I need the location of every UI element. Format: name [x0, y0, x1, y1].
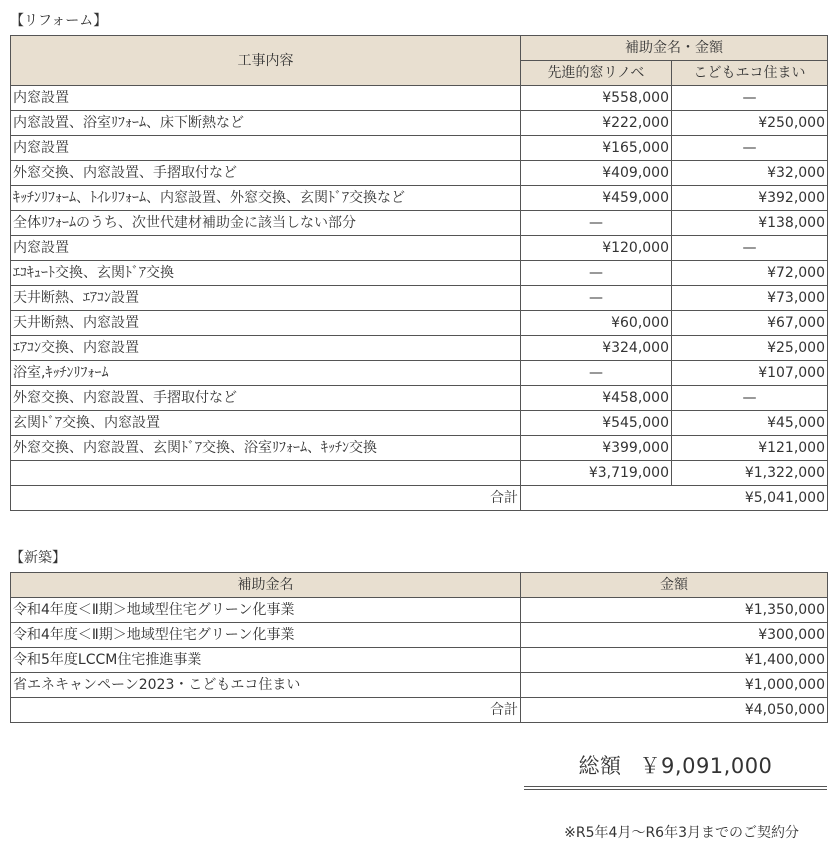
reform-row [11, 436, 828, 461]
amount-kodomo-eco: — [672, 236, 828, 261]
amount-header: 金額 [521, 573, 828, 598]
reform-row [11, 211, 828, 236]
reform-row [11, 186, 828, 211]
newbuild-row [11, 623, 828, 648]
reform-section-title: 【リフォーム】 [10, 13, 108, 29]
reform-subtotal-row [11, 461, 828, 486]
subsidy-name: 令和4年度＜Ⅱ期＞地域型住宅グリーン化事業 [11, 623, 521, 648]
grand-total [524, 752, 827, 790]
work-description: ｴｱｺﾝ交換、内窓設置 [11, 336, 521, 361]
amount-kodomo-eco: ¥107,000 [672, 361, 828, 386]
name-header: 補助金名 [11, 573, 521, 598]
subsidy-amount: ¥1,400,000 [521, 648, 828, 673]
subsidy-name: 令和5年度LCCM住宅推進事業 [11, 648, 521, 673]
work-description: ｴｺｷｭｰﾄ交換、玄関ﾄﾞｱ交換 [11, 261, 521, 286]
amount-madoreno: ¥165,000 [521, 136, 672, 161]
contract-period-note: ※R5年4月～R6年3月までのご契約分 [564, 825, 799, 841]
amount-kodomo-eco: — [672, 136, 828, 161]
reform-row [11, 336, 828, 361]
work-description: 内窓設置、浴室ﾘﾌｫｰﾑ、床下断熱など [11, 111, 521, 136]
work-description: 玄関ﾄﾞｱ交換、内窓設置 [11, 411, 521, 436]
work-description: 外窓交換、内窓設置、玄関ﾄﾞｱ交換、浴室ﾘﾌｫｰﾑ、ｷｯﾁﾝ交換 [11, 436, 521, 461]
reform-row [11, 161, 828, 186]
amount-madoreno: — [521, 261, 672, 286]
grand-total-amount: ￥9,091,000 [639, 754, 773, 778]
subsidy-amount: ¥300,000 [521, 623, 828, 648]
newbuild-row [11, 648, 828, 673]
newbuild-total-label: 合計 [11, 698, 521, 723]
amount-madoreno: ¥459,000 [521, 186, 672, 211]
col-b-header: こどもエコ住まい [672, 61, 828, 86]
work-description: 天井断熱、内窓設置 [11, 311, 521, 336]
amount-madoreno: ¥558,000 [521, 86, 672, 111]
reform-row [11, 111, 828, 136]
subsidy-name: 省エネキャンペーン2023・こどもエコ住まい [11, 673, 521, 698]
amount-kodomo-eco: ¥392,000 [672, 186, 828, 211]
work-description: 外窓交換、内窓設置、手摺取付など [11, 161, 521, 186]
amount-kodomo-eco: ¥32,000 [672, 161, 828, 186]
work-description: 内窓設置 [11, 86, 521, 111]
reform-row [11, 361, 828, 386]
work-header: 工事内容 [11, 36, 521, 86]
newbuild-row [11, 673, 828, 698]
reform-row [11, 136, 828, 161]
reform-row [11, 286, 828, 311]
subsidy-name: 令和4年度＜Ⅱ期＞地域型住宅グリーン化事業 [11, 598, 521, 623]
amount-kodomo-eco: ¥45,000 [672, 411, 828, 436]
grand-total-label: 総額 [578, 754, 622, 778]
amount-madoreno: ¥324,000 [521, 336, 672, 361]
amount-madoreno: ¥399,000 [521, 436, 672, 461]
newbuild-section-title: 【新築】 [10, 550, 66, 566]
work-description: 天井断熱、ｴｱｺﾝ設置 [11, 286, 521, 311]
amount-madoreno: — [521, 211, 672, 236]
amount-kodomo-eco: — [672, 86, 828, 111]
amount-madoreno: ¥120,000 [521, 236, 672, 261]
double-underline-bottom [524, 789, 827, 790]
amount-madoreno: ¥222,000 [521, 111, 672, 136]
reform-row [11, 86, 828, 111]
amount-madoreno: ¥458,000 [521, 386, 672, 411]
newbuild-total-amount: ¥4,050,000 [521, 698, 828, 723]
newbuild-table [10, 572, 828, 723]
reform-row [11, 236, 828, 261]
subtotal-b: ¥1,322,000 [672, 461, 828, 486]
reform-row [11, 386, 828, 411]
amount-kodomo-eco: ¥250,000 [672, 111, 828, 136]
subtotal-empty-cell [11, 461, 521, 486]
col-a-header: 先進的窓リノベ [521, 61, 672, 86]
amount-kodomo-eco: ¥25,000 [672, 336, 828, 361]
amount-madoreno: ¥545,000 [521, 411, 672, 436]
amount-kodomo-eco: ¥67,000 [672, 311, 828, 336]
reform-total-row [11, 486, 828, 511]
work-description: 内窓設置 [11, 236, 521, 261]
amount-madoreno: ¥60,000 [521, 311, 672, 336]
amount-kodomo-eco: ¥138,000 [672, 211, 828, 236]
reform-total-amount: ¥5,041,000 [521, 486, 828, 511]
subsidy-amount: ¥1,350,000 [521, 598, 828, 623]
amount-kodomo-eco: ¥72,000 [672, 261, 828, 286]
work-description: 全体ﾘﾌｫｰﾑのうち、次世代建材補助金に該当しない部分 [11, 211, 521, 236]
subsidy-amount: ¥1,000,000 [521, 673, 828, 698]
amount-madoreno: ¥409,000 [521, 161, 672, 186]
reform-row [11, 311, 828, 336]
double-underline-top [524, 786, 827, 787]
reform-total-label: 合計 [11, 486, 521, 511]
work-description: 内窓設置 [11, 136, 521, 161]
newbuild-total-row [11, 698, 828, 723]
reform-row [11, 411, 828, 436]
amount-kodomo-eco: ¥121,000 [672, 436, 828, 461]
reform-table [10, 35, 828, 511]
subsidy-group-header: 補助金名・金額 [521, 36, 828, 61]
newbuild-row [11, 598, 828, 623]
work-description: ｷｯﾁﾝﾘﾌｫｰﾑ、ﾄｲﾚﾘﾌｫｰﾑ、内窓設置、外窓交換、玄関ﾄﾞｱ交換など [11, 186, 521, 211]
amount-kodomo-eco: — [672, 386, 828, 411]
work-description: 外窓交換、内窓設置、手摺取付など [11, 386, 521, 411]
work-description: 浴室,ｷｯﾁﾝﾘﾌｫｰﾑ [11, 361, 521, 386]
amount-madoreno: — [521, 361, 672, 386]
reform-row [11, 261, 828, 286]
amount-kodomo-eco: ¥73,000 [672, 286, 828, 311]
subtotal-a: ¥3,719,000 [521, 461, 672, 486]
amount-madoreno: — [521, 286, 672, 311]
